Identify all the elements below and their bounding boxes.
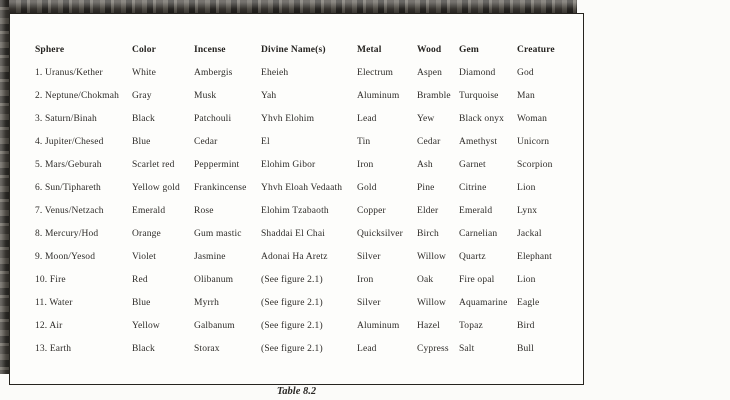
table-cell: 10. Fire (35, 274, 66, 285)
table-cell: Galbanum (194, 320, 235, 331)
table-cell: Jackal (517, 228, 542, 239)
table-cell: Eheieh (261, 67, 289, 78)
table-frame (9, 13, 584, 385)
table-cell: Yah (261, 90, 277, 101)
table-cell: 2. Neptune/Chokmah (35, 90, 119, 101)
column-header: Metal (357, 44, 382, 55)
table-cell: (See figure 2.1) (261, 343, 323, 354)
table-cell: Bull (517, 343, 534, 354)
table-cell: Patchouli (194, 113, 232, 124)
table-row (35, 245, 579, 268)
table-cell: 5. Mars/Geburah (35, 159, 102, 170)
table-cell: White (132, 67, 156, 78)
table-cell: Salt (459, 343, 475, 354)
table-cell: 11. Water (35, 297, 73, 308)
table-cell: Willow (417, 251, 447, 262)
table-cell: Ash (417, 159, 433, 170)
table-cell: Blue (132, 297, 151, 308)
table-cell: Yellow (132, 320, 160, 331)
correspondence-table (35, 38, 579, 360)
table-cell: Yellow gold (132, 182, 180, 193)
scan-edge-top (0, 0, 577, 13)
table-cell: Olibanum (194, 274, 234, 285)
table-cell: Bramble (417, 90, 451, 101)
table-cell: Adonai Ha Aretz (261, 251, 328, 262)
table-row (35, 314, 579, 337)
table-cell: 6. Sun/Tiphareth (35, 182, 101, 193)
table-cell: Carnelian (459, 228, 498, 239)
table-cell: Oak (417, 274, 434, 285)
table-cell: Lead (357, 113, 377, 124)
table-cell: Pine (417, 182, 435, 193)
table-cell: Orange (132, 228, 161, 239)
table-row (35, 337, 579, 360)
table-cell: 9. Moon/Yesod (35, 251, 96, 262)
table-cell: Aquamarine (459, 297, 508, 308)
table-caption: Table 8.2 (276, 386, 317, 397)
table-cell: Tin (357, 136, 371, 147)
table-cell: Garnet (459, 159, 486, 170)
column-header: Gem (459, 44, 479, 55)
table-row (35, 222, 579, 245)
column-header: Divine Name(s) (261, 44, 326, 55)
table-cell: Jasmine (194, 251, 226, 262)
table-cell: (See figure 2.1) (261, 320, 323, 331)
table-cell: Lynx (517, 205, 538, 216)
table-row (35, 107, 579, 130)
table-cell: Unicorn (517, 136, 550, 147)
table-cell: 13. Earth (35, 343, 72, 354)
table-cell: 4. Jupiter/Chesed (35, 136, 104, 147)
table-cell: Willow (417, 297, 447, 308)
table-cell: Silver (357, 251, 381, 262)
table-cell: Yhvh Elohim (261, 113, 315, 124)
column-header: Incense (194, 44, 226, 55)
table-cell: El (261, 136, 270, 147)
table-cell: Eagle (517, 297, 540, 308)
table-cell: Gray (132, 90, 152, 101)
table-row (35, 291, 579, 314)
table-cell: Cedar (417, 136, 441, 147)
table-header-row (35, 38, 579, 61)
table-cell: (See figure 2.1) (261, 274, 323, 285)
table-cell: 8. Mercury/Hod (35, 228, 99, 239)
table-cell: Quicksilver (357, 228, 403, 239)
table-cell: Diamond (459, 67, 496, 78)
column-header: Creature (517, 44, 555, 55)
table-cell: Aspen (417, 67, 443, 78)
table-cell: Iron (357, 274, 374, 285)
table-cell: Black (132, 343, 155, 354)
table-cell: Citrine (459, 182, 487, 193)
table-cell: Quartz (459, 251, 486, 262)
table-cell: Cypress (417, 343, 449, 354)
table-cell: Aluminum (357, 90, 400, 101)
table-cell: Blue (132, 136, 151, 147)
table-cell: Storax (194, 343, 220, 354)
table-cell: Emerald (459, 205, 493, 216)
table-cell: Red (132, 274, 148, 285)
table-cell: Yhvh Eloah Vedaath (261, 182, 343, 193)
table-cell: Lion (517, 182, 536, 193)
table-cell: Black (132, 113, 155, 124)
table-cell: 7. Venus/Netzach (35, 205, 104, 216)
table-cell: 3. Saturn/Binah (35, 113, 97, 124)
table-cell: Lion (517, 274, 536, 285)
table-row (35, 176, 579, 199)
table-row (35, 61, 579, 84)
table-cell: Gum mastic (194, 228, 242, 239)
table-cell: Elohim Gibor (261, 159, 316, 170)
table-row (35, 84, 579, 107)
scan-edge-left (0, 0, 9, 374)
column-header: Sphere (35, 44, 65, 55)
table-row (35, 130, 579, 153)
column-header: Wood (417, 44, 442, 55)
table-row (35, 268, 579, 291)
table-cell: Amethyst (459, 136, 498, 147)
table-cell: Fire opal (459, 274, 495, 285)
table-cell: Emerald (132, 205, 166, 216)
table-cell: Iron (357, 159, 374, 170)
table-cell: Violet (132, 251, 157, 262)
table-cell: Bird (517, 320, 535, 331)
table-cell: Ambergis (194, 67, 233, 78)
table-cell: (See figure 2.1) (261, 297, 323, 308)
table-cell: Myrrh (194, 297, 220, 308)
table-cell: 12. Air (35, 320, 63, 331)
table-cell: Musk (194, 90, 217, 101)
table-cell: Topaz (459, 320, 483, 331)
table-cell: Peppermint (194, 159, 240, 170)
table-cell: Scarlet red (132, 159, 175, 170)
table-cell: Electrum (357, 67, 394, 78)
table-cell: God (517, 67, 534, 78)
table-cell: Silver (357, 297, 381, 308)
table-cell: Black onyx (459, 113, 505, 124)
table-cell: Lead (357, 343, 377, 354)
table-cell: Cedar (194, 136, 218, 147)
table-row (35, 199, 579, 222)
table-cell: Man (517, 90, 535, 101)
table-cell: Scorpion (517, 159, 553, 170)
table-cell: Rose (194, 205, 214, 216)
table-cell: Gold (357, 182, 377, 193)
table-cell: Copper (357, 205, 386, 216)
table-row (35, 153, 579, 176)
table-cell: Elephant (517, 251, 552, 262)
table-cell: Shaddai El Chai (261, 228, 325, 239)
table-cell: Elohim Tzabaoth (261, 205, 329, 216)
column-header: Color (132, 44, 156, 55)
table-cell: Hazel (417, 320, 440, 331)
table-cell: Aluminum (357, 320, 400, 331)
table-cell: Birch (417, 228, 439, 239)
table-cell: 1. Uranus/Kether (35, 67, 103, 78)
table-cell: Frankincense (194, 182, 247, 193)
table-cell: Turquoise (459, 90, 499, 101)
table-cell: Woman (517, 113, 548, 124)
table-cell: Yew (417, 113, 435, 124)
table-cell: Elder (417, 205, 439, 216)
